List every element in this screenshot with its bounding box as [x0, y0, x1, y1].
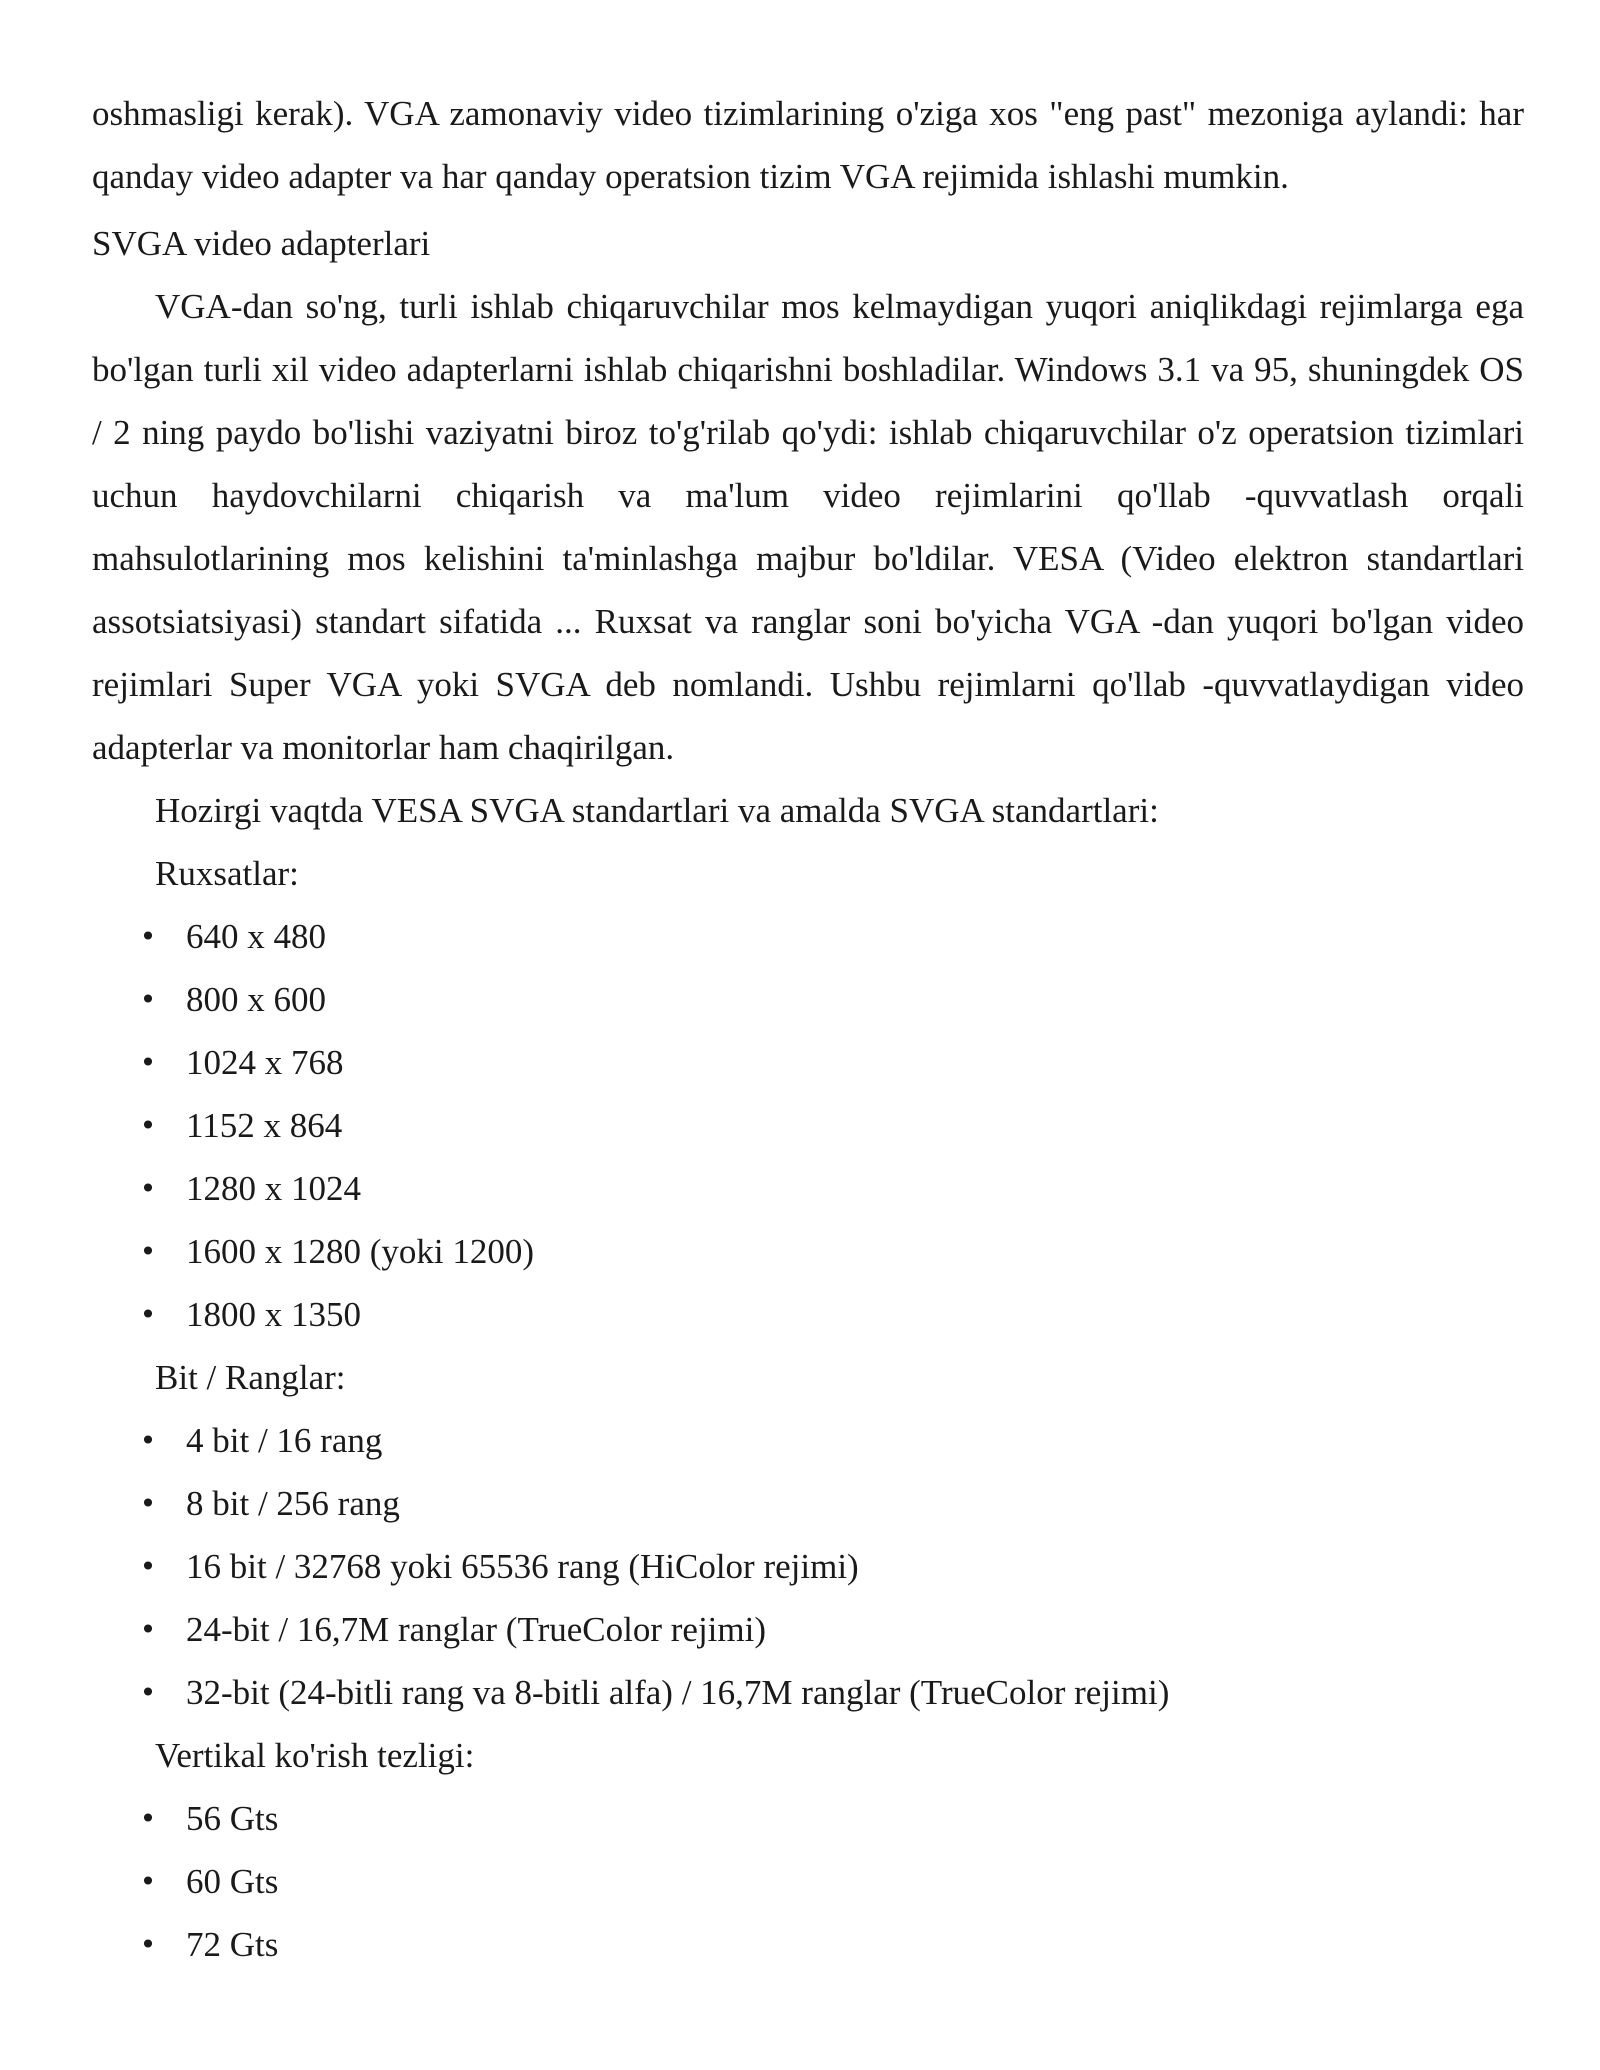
bullet-icon: • [139, 1298, 157, 1331]
list-item [92, 1031, 1524, 1094]
list-item-text: 640 x 480 [186, 917, 326, 956]
colors-list [92, 1409, 1524, 1724]
list-item-text: 1800 x 1350 [186, 1295, 361, 1334]
refresh-list [92, 1787, 1524, 1976]
bullet-icon: • [139, 983, 157, 1016]
standards-intro: Hozirgi vaqtda VESA SVGA standartlari va amalda SVGA standartlari: [155, 791, 1159, 830]
list-item [92, 1850, 1524, 1913]
bullet-icon: • [139, 1676, 157, 1709]
bullet-icon: • [139, 1613, 157, 1646]
list-item-text: 1152 x 864 [186, 1106, 343, 1145]
bullet-icon: • [139, 1865, 157, 1898]
list-item [92, 905, 1524, 968]
list-item-text: 56 Gts [186, 1799, 279, 1838]
list-item-text: 1600 x 1280 (yoki 1200) [186, 1232, 535, 1271]
document-page [92, 82, 1524, 1976]
list-item-text: 16 bit / 32768 yoki 65536 rang (HiColor rejimi) [186, 1547, 859, 1586]
bullet-icon: • [139, 1802, 157, 1835]
list-item-text: 800 x 600 [186, 980, 326, 1019]
list-item-text: 24-bit / 16,7M ranglar (TrueColor rejimi) [186, 1610, 767, 1649]
list-item [92, 1472, 1524, 1535]
bullet-icon: • [139, 1928, 157, 1961]
list-item [92, 1787, 1524, 1850]
list-item [92, 1094, 1524, 1157]
bullet-icon: • [139, 1424, 157, 1457]
list-item [92, 1661, 1524, 1724]
list-item [92, 1283, 1524, 1346]
list-item-text: 1280 x 1024 [186, 1169, 361, 1208]
list-item-text: 8 bit / 256 rang [186, 1484, 400, 1523]
bullet-icon: • [139, 920, 157, 953]
bullet-icon: • [139, 1487, 157, 1520]
list-item-text: 1024 x 768 [186, 1043, 344, 1082]
bullet-icon: • [139, 1046, 157, 1079]
main-paragraph: VGA-dan so'ng, turli ishlab chiqaruvchilar mos kelmaydigan yuqori aniqlikdagi rejimlarga ega bo'lgan turli xil video adapterlarni ishlab chiqarishni boshladilar. Windows 3.1 va 95, shuningdek OS / 2 ning paydo bo'lishi vaziyatni biroz to'g'rilab qo'ydi: ishlab chiqaruvchilar o'z operatsion tizimlari uchun haydovchilarni chiqarish va ma'lum video rejimlarini qo'llab -quvvatlash orqali mahsulotlarining mos kelishini ta'minlashga majbur bo'ldilar. VESA (Video elektron standartlari assotsiatsiyasi) standart sifatida ... Ruxsat va ranglar soni bo'yicha VGA -dan yuqori bo'lgan video rejimlari Super VGA yoki SVGA deb nomlandi. Ushbu rejimlarni qo'llab -quvvatlaydigan video adapterlar va monitorlar ham chaqirilgan. [92, 287, 1524, 767]
bullet-icon: • [139, 1109, 157, 1142]
resolutions-label: Ruxsatlar: [155, 854, 299, 893]
list-item [92, 968, 1524, 1031]
list-item [92, 1220, 1524, 1283]
list-item [92, 1157, 1524, 1220]
list-item-text: 4 bit / 16 rang [186, 1421, 383, 1460]
bullet-icon: • [139, 1235, 157, 1268]
bullet-icon: • [139, 1550, 157, 1583]
list-item [92, 1535, 1524, 1598]
list-item-text: 72 Gts [186, 1925, 279, 1964]
list-item [92, 1913, 1524, 1976]
colors-label: Bit / Ranglar: [155, 1358, 346, 1397]
list-item [92, 1409, 1524, 1472]
list-item [92, 1598, 1524, 1661]
section-heading: SVGA video adapterlari [92, 224, 431, 263]
intro-paragraph: oshmasligi kerak). VGA zamonaviy video tizimlarining o'ziga xos "eng past" mezoniga aylandi: har qanday video adapter va har qanday operatsion tizim VGA rejimida ishlashi mumkin. [92, 94, 1524, 196]
resolutions-list [92, 905, 1524, 1346]
list-item-text: 32-bit (24-bitli rang va 8-bitli alfa) / 16,7M ranglar (TrueColor rejimi) [186, 1673, 1170, 1712]
list-item-text: 60 Gts [186, 1862, 279, 1901]
bullet-icon: • [139, 1172, 157, 1205]
refresh-label: Vertikal ko'rish tezligi: [155, 1736, 475, 1775]
